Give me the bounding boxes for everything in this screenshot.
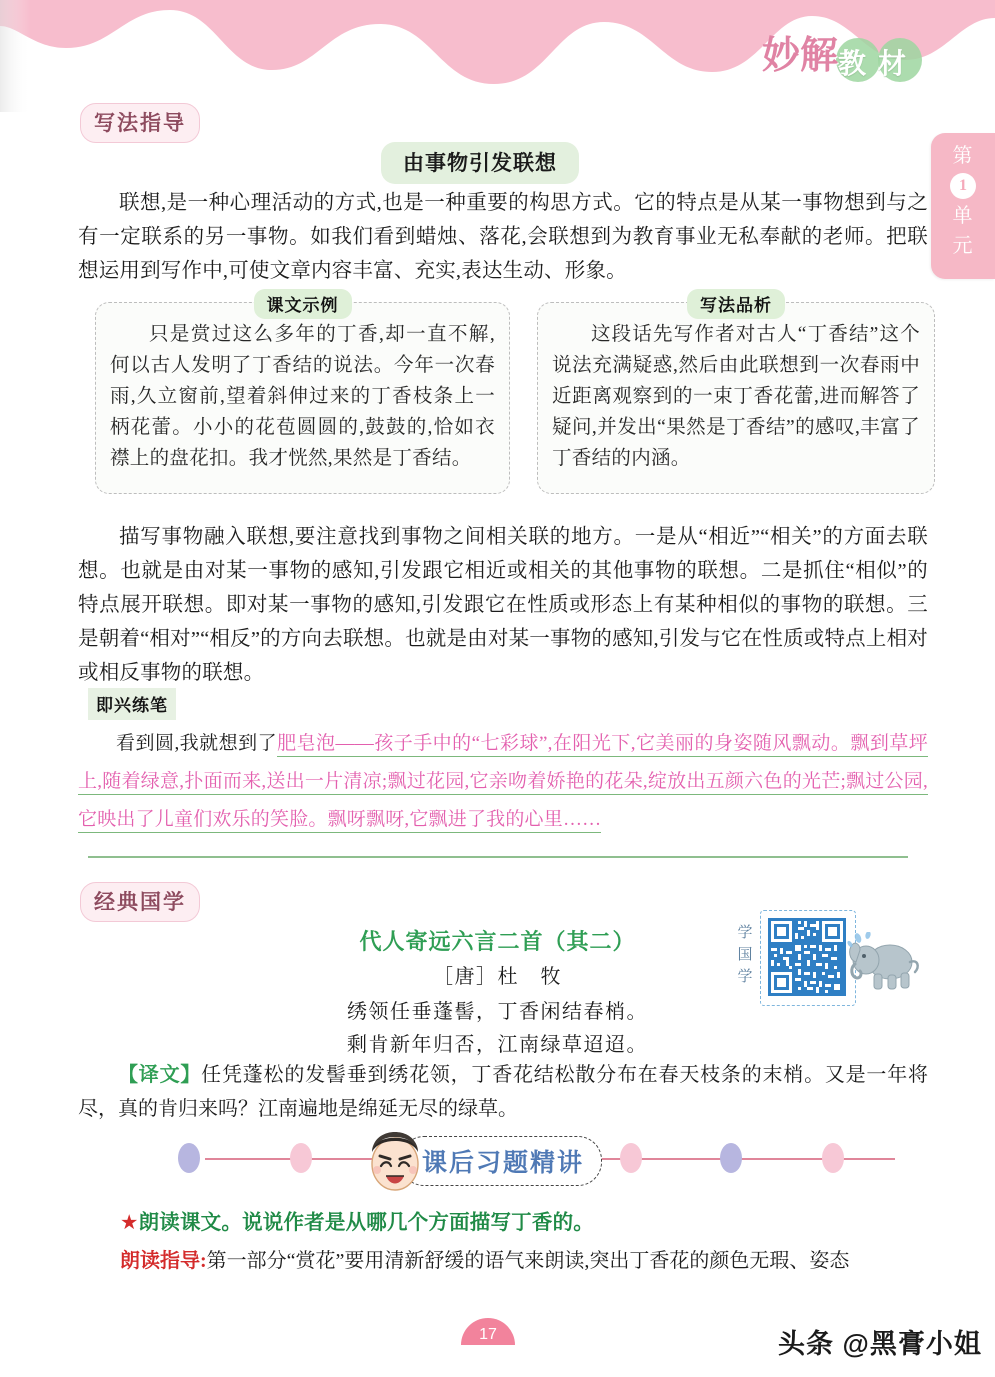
analysis-box-label: 写法品析: [687, 289, 785, 319]
example-box-label: 课文示例: [254, 289, 352, 319]
qr-code-block[interactable]: [728, 908, 943, 1008]
practice-label: 即兴练笔: [88, 688, 176, 720]
translation-text: 任凭蓬松的发髻垂到绣花领，丁香花结松散分布在春天枝条的末梢。又是一年将尽，真的肯归来吗？江南遍地是绵延无尽的绿草。: [78, 1064, 929, 1120]
practice-prompt: 看到圆,我就想到了: [116, 733, 278, 754]
poem-line-2: 剩肯新年归否，江南绿草迢迢。: [347, 1034, 648, 1056]
banner-dot-4: [620, 1143, 642, 1173]
question-text: 朗读课文。说说作者是从哪几个方面描写丁香的。: [138, 1212, 594, 1234]
section-badge-classics: 经典国学: [80, 882, 200, 922]
page-number: 17: [461, 1318, 515, 1345]
brand-logo: [762, 24, 922, 86]
unit-suffix-2: 元: [952, 235, 974, 257]
unit-prefix: 第: [952, 145, 974, 167]
poem-author: ［唐］杜 牧: [433, 966, 562, 988]
example-box-text: 只是赏过这么多年的丁香,却一直不解,何以古人发明了丁香结的说法。今年一次春雨,久立窗前,望着斜伸过来的丁香枝条上一柄花蕾。小小的花苞圆圆的,鼓鼓的,恰如衣襟上的盘花扣。我才恍然,果然是丁香结。: [110, 324, 496, 469]
writing-analysis-box: [537, 296, 935, 494]
practice-answer-text[interactable]: 肥皂泡——孩子手中的“七彩球”,在阳光下,它美丽的身姿随风飘动。飘到草坪上,随着绿意,扑面而来,送出一片清凉;飘过花园,它亲吻着娇艳的花朵,绽放出五颜六色的光芒;飘过公园,它映出了儿童们欢乐的笑脸。飘呀飘呀,它飘进了我的心里……: [78, 733, 928, 833]
exercise-banner-title: 课后习题精讲: [422, 1149, 585, 1177]
elephant-icon: [846, 932, 922, 994]
logo-primary-text: 妙解: [762, 35, 839, 77]
translation-tag: 【译文】: [118, 1064, 202, 1086]
watermark: 头条 @黑膏小姐: [778, 1329, 982, 1359]
writing-method-paragraph: 描写事物融入联想,要注意找到事物之间相关联的地方。一是从“相近”“相关”的方面去联想。也就是由对某一事物的感知,引发跟它相近或相关的其他事物的联想。二是抓住“相似”的特点展开联想。即对某一事物的感知,引发跟它在性质或形态上有某种相似的事物的联想。三是朝着“相对”“相反”的方向去联想。也就是由对某一事物的感知,引发与它在性质或特点上相对或相反事物的联想。: [78, 526, 928, 684]
unit-tab: [931, 133, 995, 279]
writing-guide-title: 由事物引发联想: [381, 142, 579, 184]
banner-dot-5: [720, 1143, 742, 1173]
poem-title: 代人寄远六言二首（其二）: [359, 929, 636, 954]
section-badge-writing-guide: 写法指导: [80, 103, 200, 143]
textbook-example-box: [95, 296, 510, 494]
banner-dot-6: [822, 1143, 844, 1173]
answer-tag: 朗读指导:: [120, 1250, 207, 1272]
analysis-box-text: 这段话先写作者对古人“丁香结”这个说法充满疑惑,然后由此联想到一次春雨中近距离观察到的一束丁香花蕾,进而解答了疑问,并发出“果然是丁香结”的感叹,丰富了丁香结的内涵。: [552, 324, 920, 469]
qr-code-icon[interactable]: [768, 918, 846, 996]
practice-answer-block: [78, 725, 928, 839]
unit-number: 1: [950, 173, 976, 199]
answer-text: 第一部分“赏花”要用清新舒缓的语气来朗读,突出丁香花的颜色无瑕、姿态: [206, 1250, 850, 1272]
exercise-question: [120, 1207, 594, 1240]
question-star-icon: ★: [120, 1212, 139, 1234]
exercise-answer: [120, 1245, 910, 1278]
exercise-banner: [150, 1118, 950, 1198]
poem-line-1: 绣领任垂蓬髻，丁香闲结春梢。: [347, 1001, 648, 1023]
poem-translation: [78, 1058, 928, 1126]
logo-secondary-text: 教材: [838, 49, 919, 80]
student-face-icon: [362, 1124, 428, 1194]
qr-label: 学国学: [737, 925, 753, 985]
banner-dot-2: [290, 1143, 312, 1173]
banner-dot-1: [178, 1143, 200, 1173]
unit-suffix-1: 单: [952, 205, 974, 227]
section-divider: [88, 856, 908, 858]
writing-intro-paragraph: 联想,是一种心理活动的方式,也是一种重要的构思方式。它的特点是从某一事物想到与之有一定联系的另一事物。如我们看到蜡烛、落花,会联想到为教育事业无私奉献的老师。把联想运用到写作中,可使文章内容丰富、充实,表达生动、形象。: [78, 192, 928, 282]
